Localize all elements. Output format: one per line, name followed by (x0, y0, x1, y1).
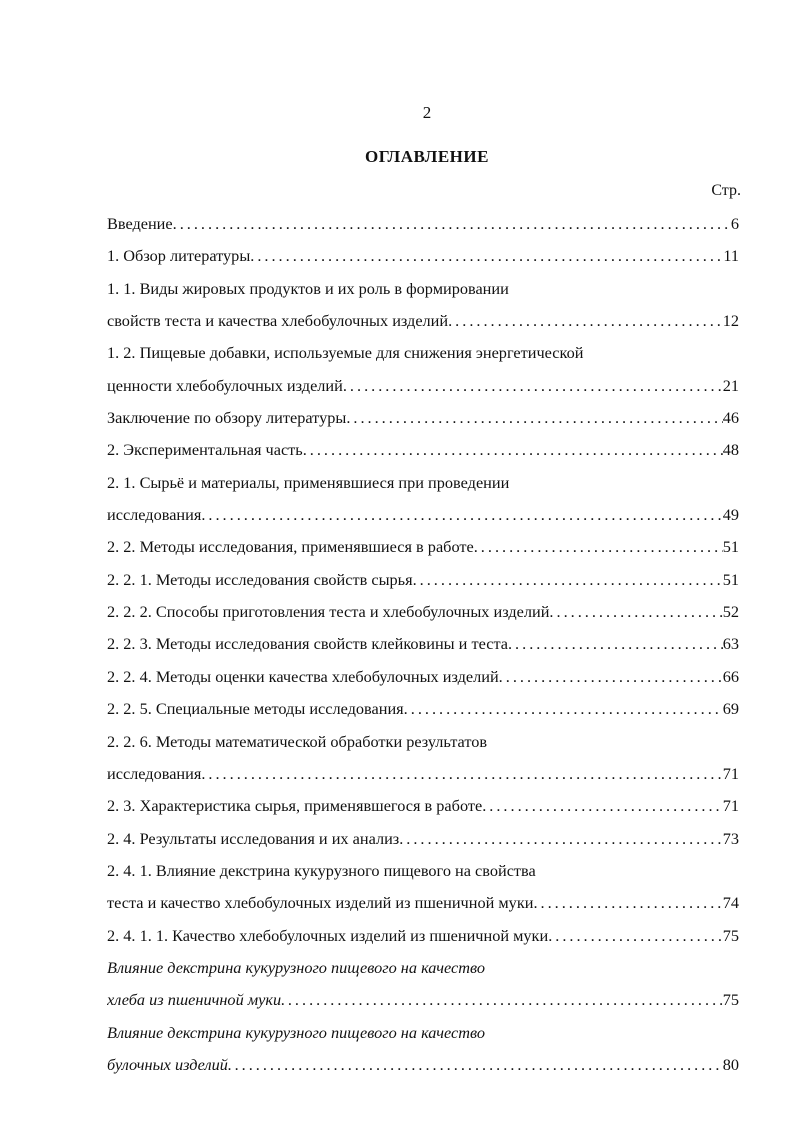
toc-line (107, 790, 739, 822)
dot-leader (173, 208, 731, 240)
dot-leader (413, 564, 723, 596)
dot-leader (346, 402, 722, 434)
toc-line-text: 2. 4. Результаты исследования и их анализ (107, 828, 400, 848)
toc-page-number: 51 (722, 569, 739, 589)
page-column-label: Стр. (711, 182, 741, 199)
dot-leader (228, 1049, 723, 1081)
toc-line (107, 531, 739, 563)
dot-leader (548, 920, 723, 952)
toc-line (107, 467, 739, 499)
toc-line-text: 2. 4. 1. 1. Качество хлебобулочных изделий из пшеничной муки (107, 925, 549, 945)
toc-line-text: теста и качество хлебобулочных изделий из пшеничной муки (107, 893, 534, 913)
toc-line-text: 2. 2. Методы исследования, применявшиеся в работе (107, 537, 474, 557)
dot-leader (474, 531, 723, 563)
dot-leader (499, 661, 723, 693)
toc-line-text: хлеба из пшеничной муки (107, 990, 282, 1010)
toc-line (107, 305, 739, 337)
dot-leader (343, 370, 723, 402)
toc-page-number: 74 (722, 893, 739, 913)
toc-line-text: булочных изделий (107, 1054, 228, 1074)
toc-page-number: 69 (722, 699, 739, 719)
dot-leader (399, 823, 723, 855)
toc-line-text: 2. 1. Сырьё и материалы, применявшиеся при проведении (107, 472, 510, 492)
toc-line (107, 564, 739, 596)
dot-leader (549, 596, 722, 628)
toc-line-text: 2. 3. Характеристика сырья, применявшегося в работе (107, 796, 483, 816)
toc-line-text: 2. 2. 4. Методы оценки качества хлебобулочных изделий (107, 666, 499, 686)
toc-line (107, 661, 739, 693)
toc-line (107, 337, 739, 369)
dot-leader (404, 693, 723, 725)
dot-leader (482, 790, 723, 822)
dot-leader (508, 628, 723, 660)
toc-page-number: 73 (722, 828, 739, 848)
toc-page-number: 71 (722, 796, 739, 816)
toc-line-text: ценности хлебобулочных изделий (107, 375, 343, 395)
dot-leader (281, 984, 723, 1016)
toc-line (107, 499, 739, 531)
toc-line (107, 596, 739, 628)
toc-line-text: Влияние декстрина кукурузного пищевого на качество (107, 957, 485, 977)
toc-page-number: 6 (730, 214, 739, 233)
toc-line-text: 1. 2. Пищевые добавки, используемые для снижения энергетической (107, 343, 584, 363)
toc-page-number: 49 (722, 505, 739, 525)
page-title: ОГЛАВЛЕНИЕ (365, 147, 489, 166)
toc-line-text: Влияние декстрина кукурузного пищевого на качество (107, 1022, 485, 1042)
toc-page-number: 46 (722, 408, 739, 428)
toc-page-number: 80 (722, 1054, 739, 1074)
toc-line (107, 370, 739, 402)
toc-line-text: 2. 2. 3. Методы исследования свойств клейковины и теста (107, 634, 508, 654)
toc-line-text: 2. 2. 1. Методы исследования свойств сырья (107, 569, 413, 589)
toc-line-text: 1. 1. Виды жировых продуктов и их роль в формировании (107, 278, 509, 298)
toc-page-number: 51 (722, 537, 739, 557)
toc-line (107, 758, 739, 790)
toc-line (107, 726, 739, 758)
toc-line (107, 273, 739, 305)
toc-line-text: свойств теста и качества хлебобулочных изделий (107, 311, 449, 331)
dot-leader (448, 305, 723, 337)
toc-page-number: 63 (722, 634, 739, 654)
toc-line-text: исследования (107, 505, 202, 525)
toc-page-number: 12 (722, 311, 739, 331)
dot-leader (533, 887, 722, 919)
dot-leader (250, 240, 723, 272)
toc-line (107, 434, 739, 466)
toc-line-text: Введение (107, 214, 173, 233)
toc-page-number: 11 (723, 246, 739, 266)
toc-line (107, 1049, 739, 1081)
toc-page-number: 52 (722, 602, 739, 622)
toc-line-text: 2. 4. 1. Влияние декстрина кукурузного пищевого на свойства (107, 860, 536, 880)
toc-line (107, 1017, 739, 1049)
toc-line-text: 2. 2. 5. Специальные методы исследования (107, 699, 404, 719)
toc-page-number: 21 (722, 375, 739, 395)
toc-line-text: Заключение по обзору литературы (107, 408, 347, 428)
toc-page-number: 75 (722, 925, 739, 945)
dot-leader (201, 758, 722, 790)
toc-line (107, 402, 739, 434)
toc-line-text: 2. 2. 2. Способы приготовления теста и хлебобулочных изделий (107, 602, 550, 622)
toc-page-number: 48 (722, 440, 739, 460)
toc-page-number: 66 (722, 666, 739, 686)
toc-page-number: 71 (722, 763, 739, 783)
toc-page-number: 75 (722, 990, 739, 1010)
toc-line-text: 1. Обзор литературы (107, 246, 251, 266)
toc-line (107, 240, 739, 272)
toc-line (107, 887, 739, 919)
toc-line (107, 823, 739, 855)
toc-line (107, 984, 739, 1016)
toc-line (107, 952, 739, 984)
toc-line (107, 693, 739, 725)
dot-leader (303, 434, 723, 466)
toc-line (107, 208, 739, 240)
table-of-contents (107, 208, 739, 1081)
toc-line (107, 628, 739, 660)
dot-leader (201, 499, 722, 531)
toc-line-text: 2. 2. 6. Методы математической обработки результатов (107, 731, 488, 751)
toc-line-text: исследования (107, 763, 202, 783)
toc-line (107, 920, 739, 952)
toc-line-text: 2. Экспериментальная часть (107, 440, 303, 460)
toc-line (107, 855, 739, 887)
page-number: 2 (422, 103, 432, 122)
